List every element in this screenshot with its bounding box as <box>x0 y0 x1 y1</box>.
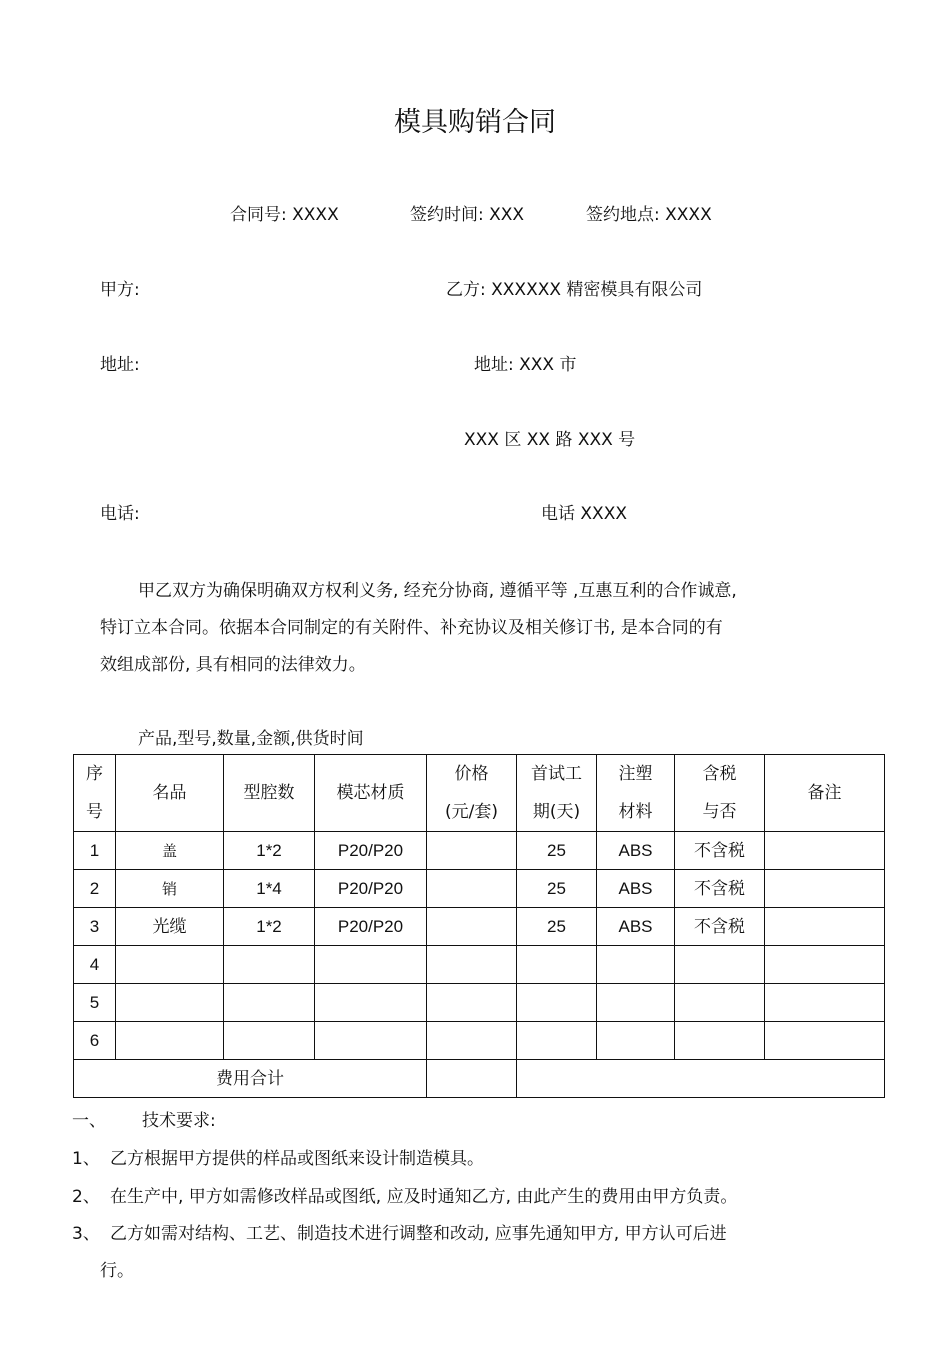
party-a-phone-label: 电话: <box>100 504 140 524</box>
cell-tax: 不含税 <box>675 908 765 946</box>
cell-remark <box>765 1022 885 1060</box>
table-header-row <box>74 755 885 832</box>
party-b-address-line1: 地址: XXX 市 <box>474 355 577 375</box>
cell-price <box>427 908 517 946</box>
cell-remark <box>765 946 885 984</box>
header-trial-period: 首试工 期(天) <box>517 755 597 832</box>
cell-price <box>427 984 517 1022</box>
cell-core <box>315 984 427 1022</box>
cell-name <box>116 946 224 984</box>
cell-cavity <box>224 984 315 1022</box>
cell-cavity: 1*2 <box>224 908 315 946</box>
cell-cavity <box>224 946 315 984</box>
cell-trial <box>517 1022 597 1060</box>
cell-price <box>427 1022 517 1060</box>
cell-trial: 25 <box>517 908 597 946</box>
party-b-name: 乙方: XXXXXX 精密模具有限公司 <box>446 280 703 300</box>
intro-line-1: 甲乙双方为确保明确双方权利义务, 经充分协商, 遵循平等 ,互惠互利的合作诚意, <box>138 581 737 601</box>
cell-name <box>116 1022 224 1060</box>
tech-item-2-text: 在生产中, 甲方如需修改样品或图纸, 应及时通知乙方, 由此产生的费用由甲方负责。 <box>110 1187 738 1207</box>
cell-core: P20/P20 <box>315 908 427 946</box>
cell-material: ABS <box>597 870 675 908</box>
sign-place: 签约地点: XXXX <box>586 205 712 225</box>
table-row <box>74 908 885 946</box>
product-table <box>73 754 885 1098</box>
intro-line-2: 特订立本合同。依据本合同制定的有关附件、补充协议及相关修订书, 是本合同的有 <box>100 618 723 638</box>
cell-tax: 不含税 <box>675 832 765 870</box>
cell-name: 盖 <box>116 832 224 870</box>
document-title: 模具购销合同 <box>394 107 556 138</box>
header-cavity: 型腔数 <box>224 755 315 832</box>
tech-item-1-number: 1、 <box>72 1149 100 1169</box>
cell-seq: 2 <box>74 870 116 908</box>
cell-tax: 不含税 <box>675 870 765 908</box>
table-row <box>74 870 885 908</box>
cell-remark <box>765 832 885 870</box>
table-row <box>74 984 885 1022</box>
header-molding-material: 注塑 材料 <box>597 755 675 832</box>
header-core-material: 模芯材质 <box>315 755 427 832</box>
cell-price <box>427 832 517 870</box>
tech-item-1-text: 乙方根据甲方提供的样品或图纸来设计制造模具。 <box>110 1149 484 1169</box>
cell-trial <box>517 984 597 1022</box>
cell-tax <box>675 946 765 984</box>
table-total-row <box>74 1060 885 1098</box>
cell-core <box>315 946 427 984</box>
cell-material: ABS <box>597 908 675 946</box>
cell-core: P20/P20 <box>315 870 427 908</box>
cell-trial: 25 <box>517 832 597 870</box>
cell-material <box>597 1022 675 1060</box>
tech-item-2-number: 2、 <box>72 1187 100 1207</box>
tech-item-3-continuation: 行。 <box>100 1261 134 1281</box>
cell-price <box>427 870 517 908</box>
cell-seq: 6 <box>74 1022 116 1060</box>
tech-item-3-text: 乙方如需对结构、工艺、制造技术进行调整和改动, 应事先通知甲方, 甲方认可后进 <box>110 1224 727 1244</box>
cell-material <box>597 946 675 984</box>
cell-name <box>116 984 224 1022</box>
tech-heading-number: 一、 <box>72 1111 106 1131</box>
cell-cavity: 1*4 <box>224 870 315 908</box>
total-value <box>517 1060 885 1098</box>
cell-core <box>315 1022 427 1060</box>
cell-material: ABS <box>597 832 675 870</box>
cell-seq: 5 <box>74 984 116 1022</box>
tech-heading: 技术要求: <box>142 1111 216 1131</box>
cell-trial: 25 <box>517 870 597 908</box>
total-price <box>427 1060 517 1098</box>
total-label: 费用合计 <box>74 1060 427 1098</box>
header-name: 名品 <box>116 755 224 832</box>
table-caption: 产品,型号,数量,金额,供货时间 <box>138 729 364 749</box>
cell-material <box>597 984 675 1022</box>
cell-name: 光缆 <box>116 908 224 946</box>
party-b-phone: 电话 XXXX <box>541 504 627 524</box>
cell-remark <box>765 908 885 946</box>
cell-price <box>427 946 517 984</box>
cell-seq: 4 <box>74 946 116 984</box>
cell-cavity: 1*2 <box>224 832 315 870</box>
cell-seq: 1 <box>74 832 116 870</box>
contract-number: 合同号: XXXX <box>230 205 339 225</box>
cell-trial <box>517 946 597 984</box>
party-a-address-label: 地址: <box>100 355 140 375</box>
cell-core: P20/P20 <box>315 832 427 870</box>
table-row <box>74 946 885 984</box>
cell-seq: 3 <box>74 908 116 946</box>
sign-time: 签约时间: XXX <box>410 205 525 225</box>
cell-tax <box>675 984 765 1022</box>
intro-line-3: 效组成部份, 具有相同的法律效力。 <box>100 655 366 675</box>
table-row <box>74 1022 885 1060</box>
cell-remark <box>765 870 885 908</box>
cell-tax <box>675 1022 765 1060</box>
cell-remark <box>765 984 885 1022</box>
party-b-address-line2: XXX 区 XX 路 XXX 号 <box>464 430 636 450</box>
cell-name: 销 <box>116 870 224 908</box>
tech-item-3-number: 3、 <box>72 1224 100 1244</box>
table-row <box>74 832 885 870</box>
header-remark: 备注 <box>765 755 885 832</box>
header-price: 价格 (元/套) <box>427 755 517 832</box>
party-a-label: 甲方: <box>100 280 140 300</box>
header-tax: 含税 与否 <box>675 755 765 832</box>
cell-cavity <box>224 1022 315 1060</box>
header-seq: 序 号 <box>74 755 116 832</box>
